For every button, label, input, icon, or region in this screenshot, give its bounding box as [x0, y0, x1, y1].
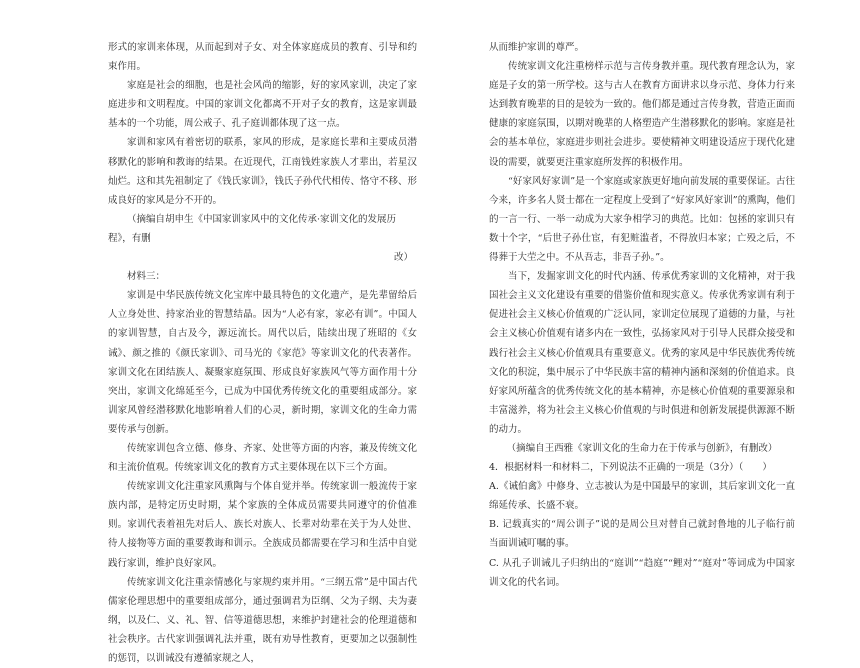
paragraph: 传统家训包含立德、修身、齐家、处世等方面的内容，兼及传统文化和主流价值观。传统家训文化的教育方式主要体现在以下三个方面。 — [108, 442, 417, 474]
right-column — [489, 38, 795, 592]
left-column — [108, 38, 417, 668]
answer-option-b: B. 记载真实的“周公训子”说的是周公旦对替自己就封鲁地的儿子临行前当面训诫叮嘱的事。 — [489, 519, 795, 550]
source-citation-end: 改） — [393, 252, 413, 264]
paragraph: 当下，发掘家训文化的时代内涵、传承优秀家训的文化精神，对于我国社会主义文化建设有重要的借鉴价值和现实意义。传承优秀家训有利于促进社会主义核心价值观的广泛认同，家训定位展现了道德的力量，与社会主义核心价值观有诸多内在一致性，弘扬家风对于引导人民群众接受和践行社会主义核心价值观具有重要意义。优秀的家风是中华民族优秀传统文化的积淀，集中展示了中华民族丰富的精神内涵和深刻的价值追求。良好家风所蕴含的优秀传统文化的基本精神，亦是核心价值观的重要源泉和丰富滋养，将为社会主义核心价值观的与时俱进和创新发展提供源源不断的动力。 — [489, 271, 795, 435]
paragraph: 形式的家训来体现，从而起到对子女、对全体家庭成员的教育、引导和约束作用。 — [108, 42, 417, 73]
paragraph: 从而维护家训的尊严。 — [489, 42, 585, 53]
answer-option-a: A.《诫伯禽》中修身、立志被认为是中国最早的家训，其后家训文化一直绵延传承、长盛不衰。 — [489, 481, 795, 512]
paragraph: “好家风好家训”是一个家庭或家族更好地向前发展的重要保证。古往今来，许多名人贤士都在一定程度上受到了“好家风好家训”的熏陶，他们的一言一行、一举一动成为大家争相学习的典范。比如：包拯的家训只有数十个字，“后世子孙仕宦，有犯赃滥者，不得放归本家；亡殁之后，不得葬于大茔之中。不从吾志，非吾子孙。”。 — [489, 175, 795, 264]
paragraph: 传统家训文化注重家风熏陶与个体自觉并举。传统家训一般流传于家族内部，是特定历史时期，某个家族的全体成员需要共同遵守的价值准则。家训代表着祖先对后人、族长对族人、长辈对幼辈在关于为人处世、待人接物等方面的重要教诲和训示。全族成员都需要在学习和生活中自觉践行家训，维护良好家风。 — [108, 481, 417, 569]
material-heading: 材料三： — [127, 271, 166, 283]
paragraph: 传统家训文化注重榜样示范与言传身教并重。现代教育理念认为，家庭是子女的第一所学校。这与古人在教育方面讲求以身示范、身体力行来达到教育晚辈的目的是较为一致的。他们都是通过言传身教，营造正面而健康的家庭氛围，以期对晚辈的人格塑造产生潜移默化的影响。家庭是社会的基本单位，家庭进步则社会进步。要使精神文明建设适应于现代化建设的需要，就要更注重家庭所发挥的积极作用。 — [489, 61, 795, 168]
source-citation: （摘编自王西雅《家训文化的生命力在于传承与创新》，有删改） — [506, 442, 778, 454]
source-citation: （摘编自胡申生《中国家训家风中的文化传承·家训文化的发展历程》，有删 — [108, 213, 397, 244]
answer-option-c: C. 从孔子训诫儿子归纳出的“庭训”“趋庭”“鲤对”“庭对”等词成为中国家训文化的代名词。 — [489, 557, 795, 588]
paragraph: 家训和家风有着密切的联系，家风的形成，是家庭长辈和主要成员潜移默化的影响和教诲的结果。在近现代，江南钱姓家族人才辈出，若星汉灿烂。这和其先祖制定了《钱氏家训》，钱氏子孙代代相传、恪守不移、形成良好的家风是分不开的。 — [108, 137, 417, 206]
paragraph: 家训是中华民族传统文化宝库中最具特色的文化遗产，是先辈留给后人立身处世、持家治业的智慧结晶。因为“人必有家，家必有训”。中国人的家训智慧，自古及今，源远流长。周代以后，陆续出现了班昭的《女诫》、颜之推的《颜氏家训》、司马光的《家范》等家训文化的代表著作。家训文化在团结族人、凝聚家庭氛围、形成良好家族风气等方面作用十分突出，家训文化绵延至今，已成为中国优秀传统文化的重要组成部分。家训家风曾经潜移默化地影响着人们的心灵，新时期，家训文化的生命力需要传承与创新。 — [108, 290, 417, 435]
paragraph: 家庭是社会的细胞，也是社会风尚的缩影，好的家风家训，决定了家庭进步和文明程度。中国的家训文化都离不开对子女的教育，这是家训最基本的一个功能，周公戒子、孔子庭训都体现了这一点。 — [108, 80, 417, 130]
question-stem: 4．根据材料一和材料二，下列说法不正确的一项是（3分）（ ） — [489, 462, 772, 474]
paragraph: 传统家训文化注重亲情感化与家规约束并用。“三纲五常”是中国古代儒家伦理思想中的重要组成部分，通过强调君为臣纲、父为子纲、夫为妻纲，以及仁、义、礼、智、信等道德思想，来维护封建社会的伦理道德和社会秩序。古代家训强调礼法并重，既有劝导性教育，更要加之以强制性的惩罚，以训诫没有遵循家规之人， — [108, 576, 417, 664]
